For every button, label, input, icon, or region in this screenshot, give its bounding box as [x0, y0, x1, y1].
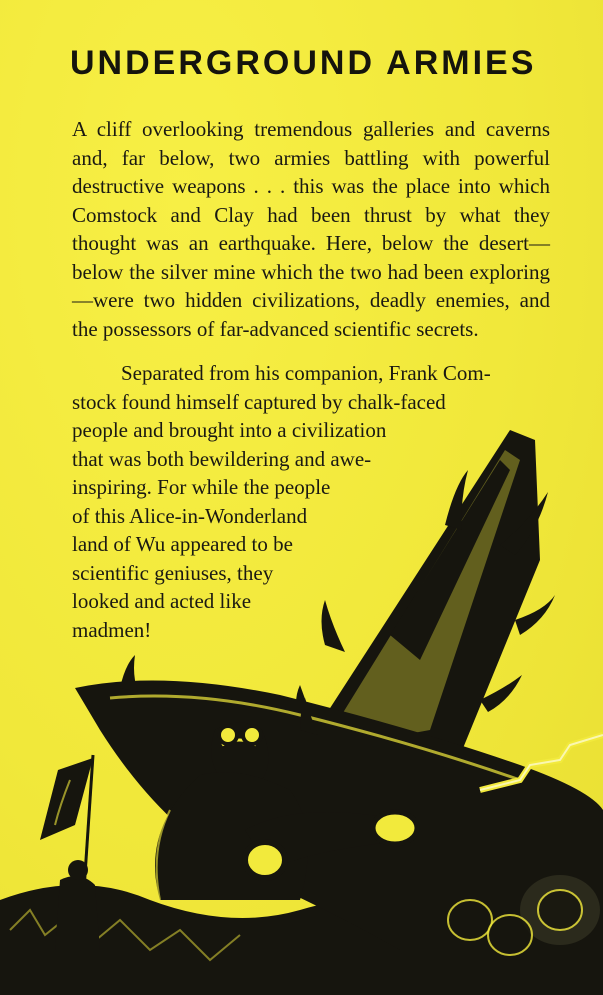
cover-title: UNDERGROUND ARMIES: [70, 44, 537, 82]
blurb-line: Separated from his companion, Frank Com-: [121, 361, 491, 385]
blurb-line: looked and acted like: [72, 589, 252, 613]
blurb-line: land of Wu appeared to be: [72, 532, 293, 556]
blurb-line: scientific geniuses, they: [72, 560, 274, 585]
cover-illustration: [0, 430, 603, 995]
blurb-line: people and brought into a civilization: [72, 418, 387, 442]
blurb-paragraph-1-text: A cliff overlooking tremendous galleries and caverns and, far below, two armies battling with powerful destructive weapons . . . this was the place into which Comstock and Clay had been thrust by what they thought was an earthquake. Here, below the desert—below the silver mine which the two had been exploring—were two hidden civilizations, deadly enemies, and the possessors of far-advanced scientific secrets.: [72, 117, 550, 341]
blurb-line: madmen!: [72, 617, 152, 642]
blurb-line: stock found himself captured by chalk-faced: [72, 389, 446, 414]
blurb-line: inspiring. For while the people: [72, 475, 331, 499]
blurb-line: that was both bewildering and awe-: [72, 446, 372, 471]
blurb-line: of this Alice-in-Wonderland: [72, 503, 308, 528]
blurb-paragraph-1: [72, 115, 550, 343]
soldier-icon: [55, 860, 100, 950]
